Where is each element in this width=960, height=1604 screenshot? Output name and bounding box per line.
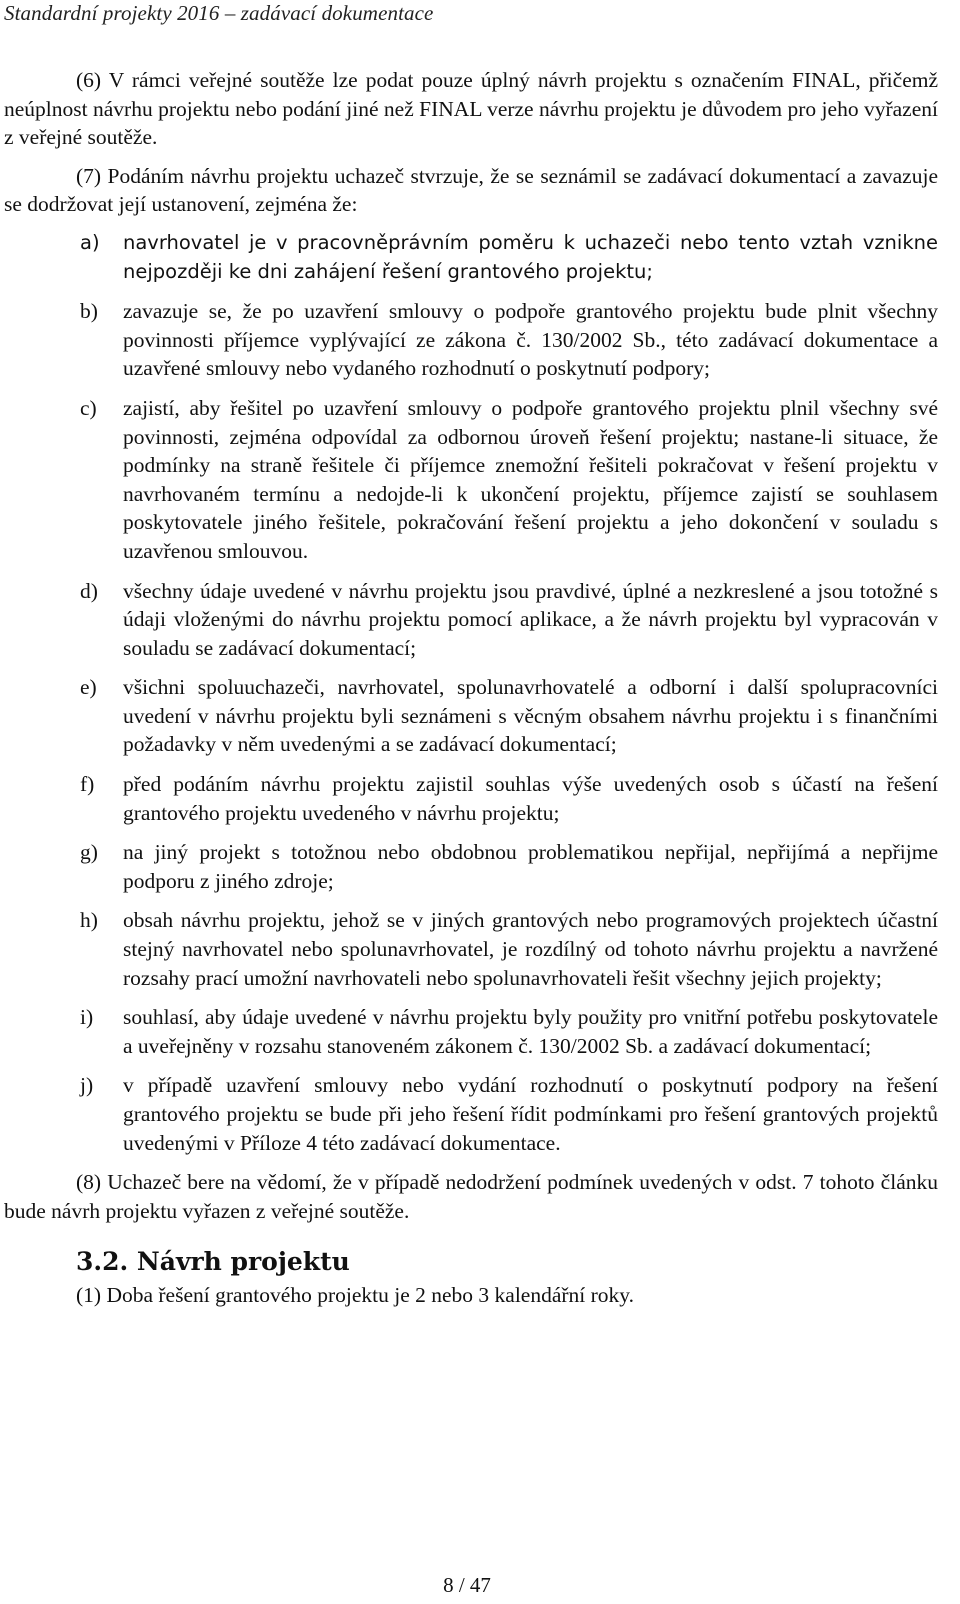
- list-item: [4, 394, 938, 566]
- list-item-text: zavazuje se, že po uzavření smlouvy o podpoře grantového projektu bude plnit všechny povinnosti příjemce vyplývající ze zákona č. 130/2002 Sb., této zadávací dokumentace a uzavřené smlouvy nebo vydaného rozhodnutí o poskytnutí podpory;: [123, 299, 938, 381]
- list-marker: c): [80, 395, 97, 420]
- conditions-list: [4, 229, 938, 1157]
- list-item-text: navrhovatel je v pracovněprávním poměru k uchazeči nebo tento vztah vznikne nejpozději ke dni zahájení řešení grantového projektu;: [123, 230, 938, 283]
- list-item: [4, 229, 938, 286]
- list-marker: h): [80, 908, 98, 933]
- document-body: [4, 66, 938, 1320]
- paragraph-7: (7) Podáním návrhu projektu uchazeč stvrzuje, že se seznámil se zadávací dokumentací a zavazuje se dodržovat její ustanovení, zejména že:: [4, 163, 938, 217]
- paragraph-6: (6) V rámci veřejné soutěže lze podat pouze úplný návrh projektu s označením FINAL, přičemž neúplnost návrhu projektu nebo podání jiné než FINAL verze návrhu projektu je důvodem pro jeho vyřazení z veřejné soutěže.: [4, 68, 938, 150]
- page-number: 8 / 47: [443, 1573, 491, 1597]
- list-item: [4, 906, 938, 992]
- list-marker: a): [80, 230, 100, 254]
- list-item-text: zajistí, aby řešitel po uzavření smlouvy o podpoře grantového projektu plnil všechny své povinnosti, zejména odpovídal za odbornou úroveň řešení projektu; nastane-li situace, že podmínky na straně řešitele či příjemce znemožní řešiteli pokračovat v řešení projektu v navrhovaném termínu a nedojde-li k ukončení projektu, příjemce zajistí se souhlasem poskytovatele jiného řešitele, pokračování řešení projektu a jeho dokončení v souladu s uzavřenou smlouvou.: [123, 395, 938, 563]
- list-item-text: všechny údaje uvedené v návrhu projektu jsou pravdivé, úplné a nezkreslené a jsou totožné s údaji vloženými do návrhu projektu pomocí aplikace, a že návrh projektu byl vypracován v souladu se zadávací dokumentací;: [123, 578, 938, 660]
- list-item-text: před podáním návrhu projektu zajistil souhlas výše uvedených osob s účastí na řešení grantového projektu uvedeného v návrhu projektu;: [123, 772, 938, 825]
- list-item: [4, 1071, 938, 1157]
- list-marker: e): [80, 675, 97, 700]
- list-marker: d): [80, 578, 98, 603]
- paragraph-8: (8) Uchazeč bere na vědomí, že v případě nedodržení podmínek uvedených v odst. 7 tohoto článku bude návrh projektu vyřazen z veřejné soutěže.: [4, 1170, 938, 1223]
- list-item-text: souhlasí, aby údaje uvedené v návrhu projektu byly použity pro vnitřní potřebu poskytovatele a uveřejněny v rozsahu stanoveném zákonem č. 130/2002 Sb. a zadávací dokumentací;: [123, 1005, 938, 1058]
- list-item: [4, 838, 938, 895]
- list-item: [4, 673, 938, 759]
- list-marker: f): [80, 772, 95, 797]
- list-item-text: všichni spoluuchazeči, navrhovatel, spolunavrhovatelé a odborní i další spolupracovníci uvedení v návrhu projektu byli seznámeni s věcným obsahem návrhu projektu i s finančními požadavky v něm uvedenými a se zadávací dokumentací;: [123, 675, 938, 757]
- list-item-text: na jiný projekt s totožnou nebo obdobnou problematikou nepřijal, nepřijímá a nepřijme podporu z jiného zdroje;: [123, 840, 938, 893]
- list-item-text: v případě uzavření smlouvy nebo vydání rozhodnutí o poskytnutí podpory na řešení grantového projektu se bude při jeho řešení řídit podmínkami pro řešení grantových projektů uvedenými v Příloze 4 této zadávací dokumentace.: [123, 1073, 938, 1155]
- list-marker: b): [80, 299, 98, 324]
- section-heading: 3.2. Návrh projektu: [76, 1247, 350, 1277]
- document-header: Standardní projekty 2016 – zadávací dokumentace: [4, 1, 434, 25]
- list-item: [4, 297, 938, 383]
- list-item: [4, 1003, 938, 1060]
- paragraph-section-1: (1) Doba řešení grantového projektu je 2 nebo 3 kalendářní roky.: [76, 1283, 635, 1308]
- list-marker: g): [80, 840, 98, 865]
- list-item: [4, 577, 938, 663]
- list-marker: i): [80, 1005, 94, 1030]
- list-item: [4, 770, 938, 827]
- list-item-text: obsah návrhu projektu, jehož se v jiných grantových nebo programových projektech účastní stejný navrhovatel nebo spolunavrhovatel, je rozdílný od tohoto návrhu projektu a navržené rozsahy prací umožní navrhovateli nebo spolunavrhovateli řešit všechny jejich projekty;: [123, 908, 938, 990]
- list-marker: j): [80, 1073, 94, 1098]
